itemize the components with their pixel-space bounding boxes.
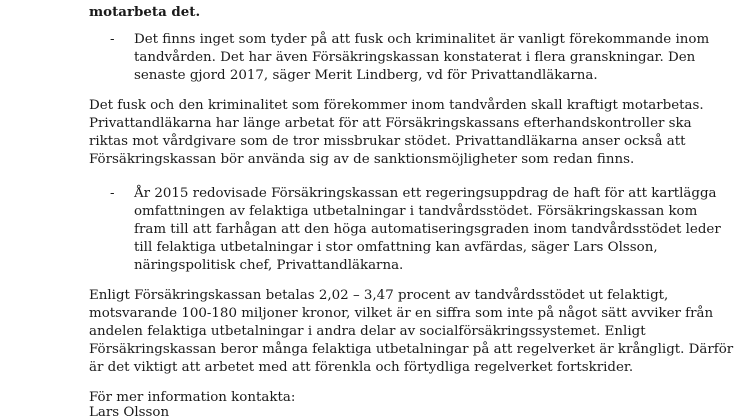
paragraph2-line-2: motsvarande 100-180 miljoner kronor, vilket är en siffra som inte på något sätt avviker från	[89, 306, 714, 321]
quote1-line-2: tandvården. Det har även Försäkringskassan konstaterat i flera granskningar. Den	[134, 50, 696, 65]
quote2-dash: -	[110, 186, 115, 201]
quote2-line-4: till felaktiga utbetalningar i stor omfattning kan avfärdas, säger Lars Olsson,	[134, 240, 658, 255]
quote1-line-3: senaste gjord 2017, säger Merit Lindberg, vd för Privattandläkarna.	[134, 68, 598, 83]
paragraph1-line-4: Försäkringskassan bör använda sig av de sanktionsmöjligheter som redan finns.	[89, 152, 635, 167]
paragraph2-line-5: är det viktigt att arbetet med att förenkla och förtydliga regelverket fortskrider.	[89, 360, 634, 375]
quote2-line-2: omfattningen av felaktiga utbetalningar i tandvårdsstödet. Försäkringskassan kom	[134, 204, 698, 219]
paragraph2-line-4: Försäkringskassan beror många felaktiga utbetalningar på att regelverket är krångligt. Därför	[89, 342, 734, 357]
contact-heading: För mer information kontakta:	[89, 390, 296, 405]
quote2-line-3: fram till att farhågan att den höga automatiseringsgraden inom tandvårdsstödet leder	[134, 222, 721, 237]
paragraph1-line-3: riktas mot vårdgivare som de tror missbrukar stödet. Privattandläkarna anser också att	[89, 134, 686, 149]
quote1-dash: -	[110, 32, 115, 47]
heading-tail: motarbeta det.	[89, 4, 201, 20]
paragraph2-line-3: andelen felaktiga utbetalningar i andra delar av socialförsäkringssystemet. Enligt	[89, 324, 646, 339]
paragraph1-line-2: Privattandläkarna har länge arbetat för att Försäkringskassans efterhandskontroller ska	[89, 116, 692, 131]
paragraph2-line-1: Enligt Försäkringskassan betalas 2,02 – 3,47 procent av tandvårdsstödet ut felaktigt,	[89, 288, 669, 303]
contact-name: Lars Olsson	[89, 405, 170, 419]
quote1-line-1: Det finns inget som tyder på att fusk och kriminalitet är vanligt förekommande inom	[134, 32, 710, 47]
quote2-line-1: År 2015 redovisade Försäkringskassan ett regeringsuppdrag de haft för att kartlägga	[134, 186, 717, 201]
paragraph1-line-1: Det fusk och den kriminalitet som förekommer inom tandvården skall kraftigt motarbetas.	[89, 98, 704, 113]
quote2-line-5: näringspolitisk chef, Privattandläkarna.	[134, 258, 404, 273]
